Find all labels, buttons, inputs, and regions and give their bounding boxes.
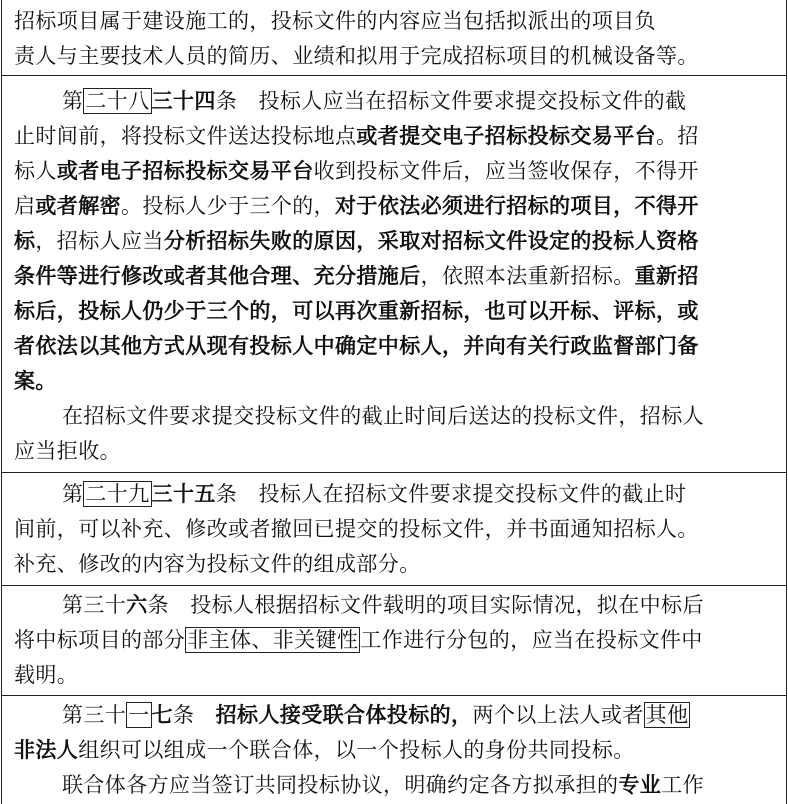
text-run: 止时间前，将投标文件送达投标地点 [14,124,357,148]
paragraph [14,399,774,469]
paragraph [14,588,774,693]
clause-block-article-36 [2,586,786,696]
new-article-number: 六 [126,593,148,617]
text-line: 应当拒收。 [14,439,121,463]
text-line [14,329,774,364]
text-line [14,84,774,119]
clause-block-article-34 [2,76,786,473]
new-article-number: 三十五 [151,482,216,506]
text-line [14,224,774,259]
text-line [14,119,774,154]
article-prefix: 第三十 [62,593,127,617]
text-run: 组织可以组成一个联合体，以一个投标人的身份共同投标。 [78,738,635,762]
text-line [14,399,774,434]
deleted-text: 其他 [645,703,689,727]
new-article-number: 三十四 [151,89,216,113]
text-line [14,698,774,733]
added-text: 条件等进行修改或者其他合理、充分措施后 [14,264,421,288]
paragraph [14,477,774,582]
paragraph [14,4,774,74]
paragraph [14,84,774,399]
text-run: 。投标人少于三个的， [121,194,336,218]
deleted-article-number: 一 [128,703,150,727]
text-run: ，招标人应当 [35,229,164,253]
added-text: 重新招 [634,264,699,288]
article-suffix: 条 [215,89,238,113]
text-line: 责人与主要技术人员的简历、业绩和拟用于完成招标项目的机械设备等。 [14,44,699,68]
text-line: 间前，可以补充、修改或者撤回已提交的投标文件，并书面通知招标人。 [14,517,699,541]
added-text: 招标人接受联合体投标的， [215,703,473,727]
added-text: 案。 [14,369,57,393]
article-suffix: 条 [215,482,238,506]
text-line [14,733,774,768]
added-text: 标后，投标人仍少于三个的，可以再次重新招标，也可以开标、评标，或 [14,299,699,323]
text-run: 。招 [656,124,699,148]
paragraph [14,768,774,803]
text-run: ，依照本法重新招标。 [420,264,635,288]
added-text: 或者解密 [35,194,122,218]
text-run: 工作 [661,773,705,797]
article-prefix: 第三十 [62,703,127,727]
text-line [14,477,774,512]
text-line: 招标项目属于建设施工的，投标文件的内容应当包括拟派出的项目负 [14,9,656,33]
text-line [14,588,774,623]
text-line [14,154,774,189]
added-text: 标 [14,229,36,253]
text-run: 将中标项目的部分 [14,628,186,652]
added-text: 或者电子招标投标交易平台 [56,159,314,183]
text-line: 补充、修改的内容为投标文件的组成部分。 [14,552,421,576]
added-text: 者依法以其他方式从现有投标人中确定中标人，并向有关行政监督部门备 [14,334,699,358]
clause-block-1 [2,0,786,76]
added-text: 或者提交电子招标投标交易平台 [356,124,657,148]
clause-block-article-35 [2,473,786,586]
added-text: 对于依法必须进行招标的项目，不得开 [335,194,699,218]
new-article-number: 七 [151,703,174,727]
document-page [1,0,787,804]
deleted-article-number: 二十九 [85,482,150,506]
text-line [14,189,774,224]
text-run: 两个以上法人或者 [472,703,644,727]
added-text: 非法人 [14,738,79,762]
text-run: 工作进行分包的，应当在投标文件中 [360,628,703,652]
text-run: 投标人应当在招标文件要求提交投标文件的截 [258,89,687,113]
article-prefix: 第 [62,482,84,506]
deleted-article-number: 二十八 [85,89,150,113]
text-run: 投标人根据招标文件载明的项目实际情况，拟在中标后 [190,593,704,617]
text-line [14,768,774,803]
article-prefix: 第 [62,89,84,113]
article-suffix: 条 [147,593,170,617]
text-line [14,623,774,658]
added-text: 分析招标失败的原因，采取对招标文件设定的投标人资格 [163,229,699,253]
text-run: 收到投标文件后，应当签收保存，不得开 [313,159,699,183]
text-line: 载明。 [14,663,79,687]
text-run: 联合体各方应当签订共同投标协议，明确约定各方拟承担的 [62,773,619,797]
article-suffix: 条 [173,703,195,727]
text-run: 启 [14,194,36,218]
text-run: 标人 [14,159,57,183]
text-line [14,364,774,399]
text-line [14,259,774,294]
clause-block-article-37 [2,696,786,804]
paragraph [14,698,774,768]
text-run: 投标人在招标文件要求提交投标文件的截止时 [258,482,687,506]
text-run: 在招标文件要求提交投标文件的截止时间后送达的投标文件，招标人 [62,404,704,428]
text-line [14,294,774,329]
deleted-text: 非主体、非关键性 [187,628,359,652]
added-text: 专业 [618,773,662,797]
